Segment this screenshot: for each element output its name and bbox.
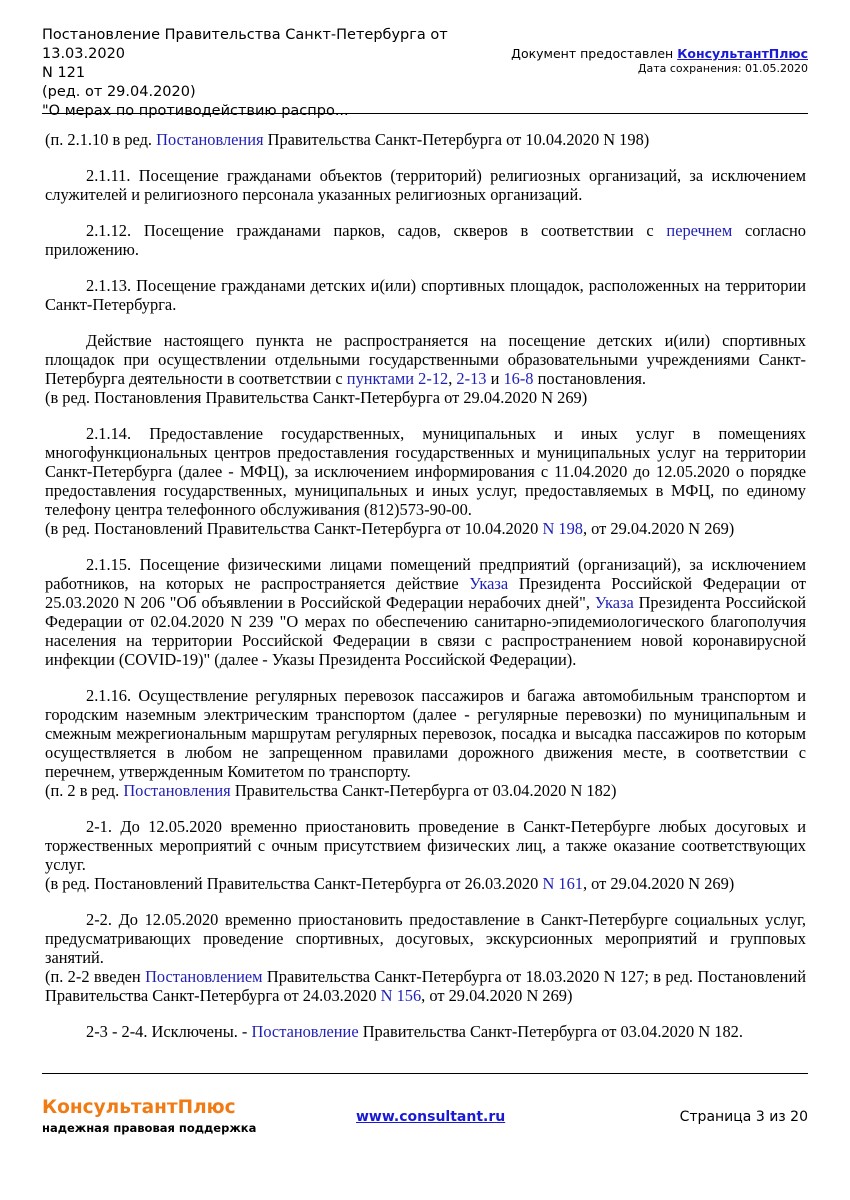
paragraph-text: , от 29.04.2020 N 269)	[582, 874, 735, 893]
paragraph-text: 2.1.12. Посещение гражданами парков, садов, скверов в соответствии с	[86, 221, 667, 240]
paragraph-text: Президента Российской Федерации от 25.03.2020 N 206 "Об объявлении в Российской Федерации нерабочих дней",	[45, 574, 806, 612]
footer-logo	[42, 1097, 256, 1135]
paragraph-text: согласно приложению.	[45, 221, 807, 259]
consultant-link[interactable]: КонсультантПлюс	[677, 46, 808, 61]
paragraph	[45, 555, 806, 669]
reference-link[interactable]: Постановления	[123, 781, 231, 800]
header-divider	[42, 113, 808, 114]
paragraph-text: Правительства Санкт-Петербурга от 03.04.2020 N 182)	[230, 781, 617, 800]
reference-link[interactable]: 2-13	[456, 369, 487, 388]
paragraph-text: 2.1.14. Предоставление государственных, муниципальных и иных услуг в помещениях многофункциональных центров предоставления государственных и муниципальных услуг на территории Санкт-Петербурга (далее - МФЦ), за исключением информирования с 11.04.2020 до 12.05.2020 о порядке предоставления государственных, муниципальных и иных услуг, предоставляемых в МФЦ, по единому телефону центра телефонного обслуживания (812)573-90-00.	[45, 424, 806, 519]
paragraph-text: 2.1.13. Посещение гражданами детских и(или) спортивных площадок, расположенных на территории Санкт-Петербурга.	[45, 276, 806, 314]
paragraph	[45, 166, 806, 204]
title-line: N 121	[42, 65, 86, 81]
footer-divider	[42, 1073, 808, 1074]
logo-tagline: надежная правовая поддержка	[42, 1121, 257, 1135]
paragraph-text: 2.1.15. Посещение физическими лицами помещений предприятий (организаций), за исключением работников, на которых не распространяется действие	[45, 555, 806, 593]
paragraph	[45, 1022, 806, 1041]
paragraph-text: , от 29.04.2020 N 269)	[582, 519, 735, 538]
paragraph	[45, 276, 806, 314]
reference-link[interactable]: N 156	[380, 986, 422, 1005]
paragraph-text: 2.1.11. Посещение гражданами объектов (территорий) религиозных организаций, за исключением служителей и религиозного персонала указанных религиозных организаций.	[45, 166, 806, 204]
paragraph	[45, 519, 806, 538]
document-title	[42, 26, 512, 121]
paragraph	[45, 686, 806, 781]
paragraph-text: (п. 2.1.10 в ред.	[45, 130, 157, 149]
paragraph	[45, 130, 806, 149]
paragraph-text: , от 29.04.2020 N 269)	[421, 986, 573, 1005]
paragraph	[45, 424, 806, 519]
paragraph	[45, 331, 806, 388]
paragraph-text: (п. 2-2 введен	[45, 967, 146, 986]
reference-link[interactable]: Указа	[469, 574, 509, 593]
paragraph	[45, 874, 806, 893]
paragraph-text: Действие настоящего пункта не распространяется на посещение детских и(или) спортивных площадок при осуществлении отдельными государственными образовательными учреждениями Санкт-Петербурга деятельности в соответствии с	[45, 331, 806, 388]
page-number: Страница 3 из 20	[679, 1109, 808, 1125]
paragraph	[45, 388, 806, 407]
paragraph-text: Президента Российской Федерации от 02.04.2020 N 239 "О мерах по обеспечению санитарно-эпидемиологического благополучия населения на территории Российской Федерации в связи с распространением новой коронавирусной инфекции (COVID-19)" (далее - Указы Президента Российской Федерации).	[45, 593, 806, 669]
paragraph-text: и	[486, 369, 504, 388]
paragraph-text: (в ред. Постановлений Правительства Санкт-Петербурга от 10.04.2020	[45, 519, 543, 538]
paragraph-text: Правительства Санкт-Петербурга от 03.04.2020 N 182.	[358, 1022, 743, 1041]
reference-link[interactable]: Постановления	[156, 130, 264, 149]
reference-link[interactable]: пунктами 2-12	[346, 369, 449, 388]
paragraph-text: (в ред. Постановлений Правительства Санкт-Петербурга от 26.03.2020	[45, 874, 543, 893]
reference-link[interactable]: 16-8	[503, 369, 534, 388]
document-body	[45, 130, 806, 1041]
paragraph	[45, 781, 806, 800]
paragraph	[45, 817, 806, 874]
title-line: (ред. от 29.04.2020)	[42, 84, 196, 100]
site-link[interactable]: www.consultant.ru	[356, 1109, 506, 1125]
reference-link[interactable]: N 198	[542, 519, 583, 538]
paragraph-text: Правительства Санкт-Петербурга от 10.04.2020 N 198)	[263, 130, 650, 149]
paragraph-text: 2.1.16. Осуществление регулярных перевозок пассажиров и багажа автомобильным транспортом и городским наземным электрическим транспортом (далее - регулярные перевозки) по муниципальным и смежным межрегиональным маршрутам регулярных перевозок, посадка и высадка пассажиров по которым осуществляется в любом не запрещенном правилами дорожного движения месте, в соответствии с перечнем, утвержденным Комитетом по транспорту.	[45, 686, 806, 781]
title-line: Постановление Правительства Санкт-Петербурга от 13.03.2020	[42, 27, 448, 62]
paragraph-text: Правительства Санкт-Петербурга от 18.03.2020 N 127; в ред. Постановлений Правительства Санкт-Петербурга от 24.03.2020	[45, 967, 806, 1005]
title-line: "О мерах по противодействию распро...	[42, 103, 349, 119]
paragraph-text: 2-3 - 2-4. Исключены. -	[86, 1022, 252, 1041]
reference-link[interactable]: N 161	[542, 874, 583, 893]
paragraph	[45, 967, 806, 1005]
paragraph-text: (п. 2 в ред.	[45, 781, 124, 800]
reference-link[interactable]: Постановлением	[145, 967, 263, 986]
save-date: Дата сохранения: 01.05.2020	[637, 62, 808, 75]
provided-by	[511, 46, 808, 62]
provided-prefix: Документ предоставлен	[511, 46, 678, 61]
reference-link[interactable]: перечнем	[666, 221, 733, 240]
paragraph-text: постановления.	[533, 369, 646, 388]
reference-link[interactable]: Постановление	[251, 1022, 359, 1041]
paragraph	[45, 221, 806, 259]
paragraph-text: (в ред. Постановления Правительства Санкт-Петербурга от 29.04.2020 N 269)	[45, 388, 588, 407]
logo-text: КонсультантПлюс	[42, 1097, 236, 1118]
reference-link[interactable]: Указа	[594, 593, 634, 612]
paragraph-text: ,	[448, 369, 457, 388]
paragraph-text: 2-1. До 12.05.2020 временно приостановить проведение в Санкт-Петербурге любых досуговых и торжественных мероприятий с очным присутствием физических лиц, а также оказание соответствующих услуг.	[45, 817, 806, 874]
paragraph-text: 2-2. До 12.05.2020 временно приостановить предоставление в Санкт-Петербурге социальных услуг, предусматривающих проведение спортивных, досуговых, экскурсионных мероприятий и групповых занятий.	[45, 910, 806, 967]
document-provider	[511, 46, 808, 76]
paragraph	[45, 910, 806, 967]
